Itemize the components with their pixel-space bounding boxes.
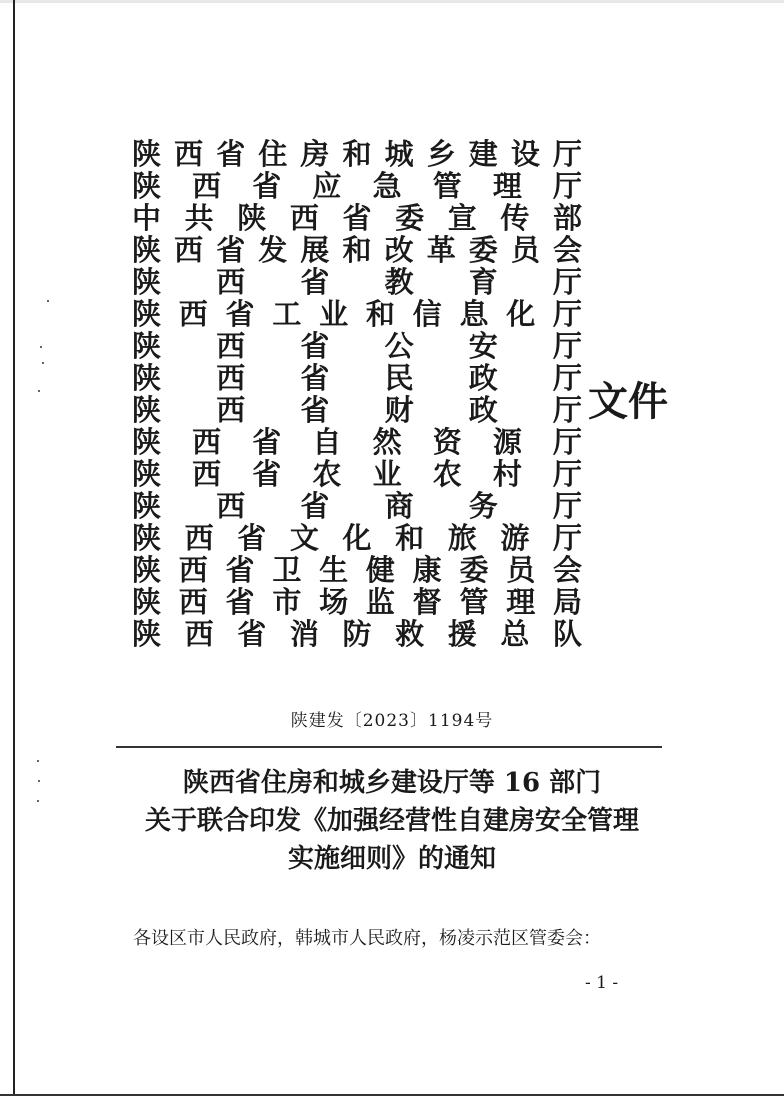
red-header-divider [116, 746, 662, 748]
title-line-1: 陕西省住房和城乡建设厅等 16 部门 [182, 768, 602, 798]
scan-edge-bottom [0, 1094, 784, 1096]
scan-speck [42, 362, 44, 364]
title-line-3: 实施细则》的通知 [287, 844, 496, 874]
scan-speck [40, 346, 42, 348]
salutation: 各设区市人民政府，韩城市人民政府，杨凌示范区管委会： [133, 928, 601, 949]
issuer-name: 陕 西 省 自 然 资 源 厅 [132, 425, 583, 459]
issuer-name: 陕 西 省 民 政 厅 [132, 361, 583, 395]
issuer-name: 陕 西 省 公 安 厅 [132, 329, 583, 363]
issuer-name: 陕 西 省 应 急 管 理 厅 [132, 169, 583, 203]
issuer-name: 陕 西 省 消 防 救 援 总 队 [132, 617, 583, 651]
issuer-name: 中 共 陕 西 省 委 宣 传 部 [132, 201, 583, 235]
issuer-name: 陕 西 省 市 场 监 督 管 理 局 [132, 585, 583, 619]
scan-speck [38, 390, 40, 392]
issuer-name: 陕 西 省 工 业 和 信 息 化 厅 [132, 297, 583, 331]
issuer-name: 陕 西 省 文 化 和 旅 游 厅 [132, 521, 583, 555]
issuer-suffix: 文件 [588, 378, 668, 425]
issuer-name: 陕 西 省 卫 生 健 康 委 员 会 [132, 553, 583, 587]
scan-speck [47, 300, 49, 302]
document-number: 陕建发〔2023〕1194号 [290, 711, 494, 731]
issuer-name: 陕 西 省 财 政 厅 [132, 393, 583, 427]
scan-speck [37, 760, 39, 762]
scan-edge-left [13, 0, 15, 1096]
issuer-name: 陕 西 省 商 务 厅 [132, 489, 583, 523]
issuer-name: 陕 西 省 发 展 和 改 革 委 员 会 [132, 233, 583, 267]
document-title [0, 764, 784, 878]
issuer-name: 陕 西 省 农 业 农 村 厅 [132, 457, 583, 491]
issuer-list [132, 138, 582, 650]
scan-edge-top [0, 0, 784, 3]
issuer-name: 陕 西 省 教 育 厅 [132, 265, 583, 299]
page-number: - 1 - [585, 973, 619, 993]
title-line-2: 关于联合印发《加强经营性自建房安全管理 [144, 806, 639, 836]
issuer-name: 陕 西 省 住 房 和 城 乡 建 设 厅 [132, 137, 583, 171]
